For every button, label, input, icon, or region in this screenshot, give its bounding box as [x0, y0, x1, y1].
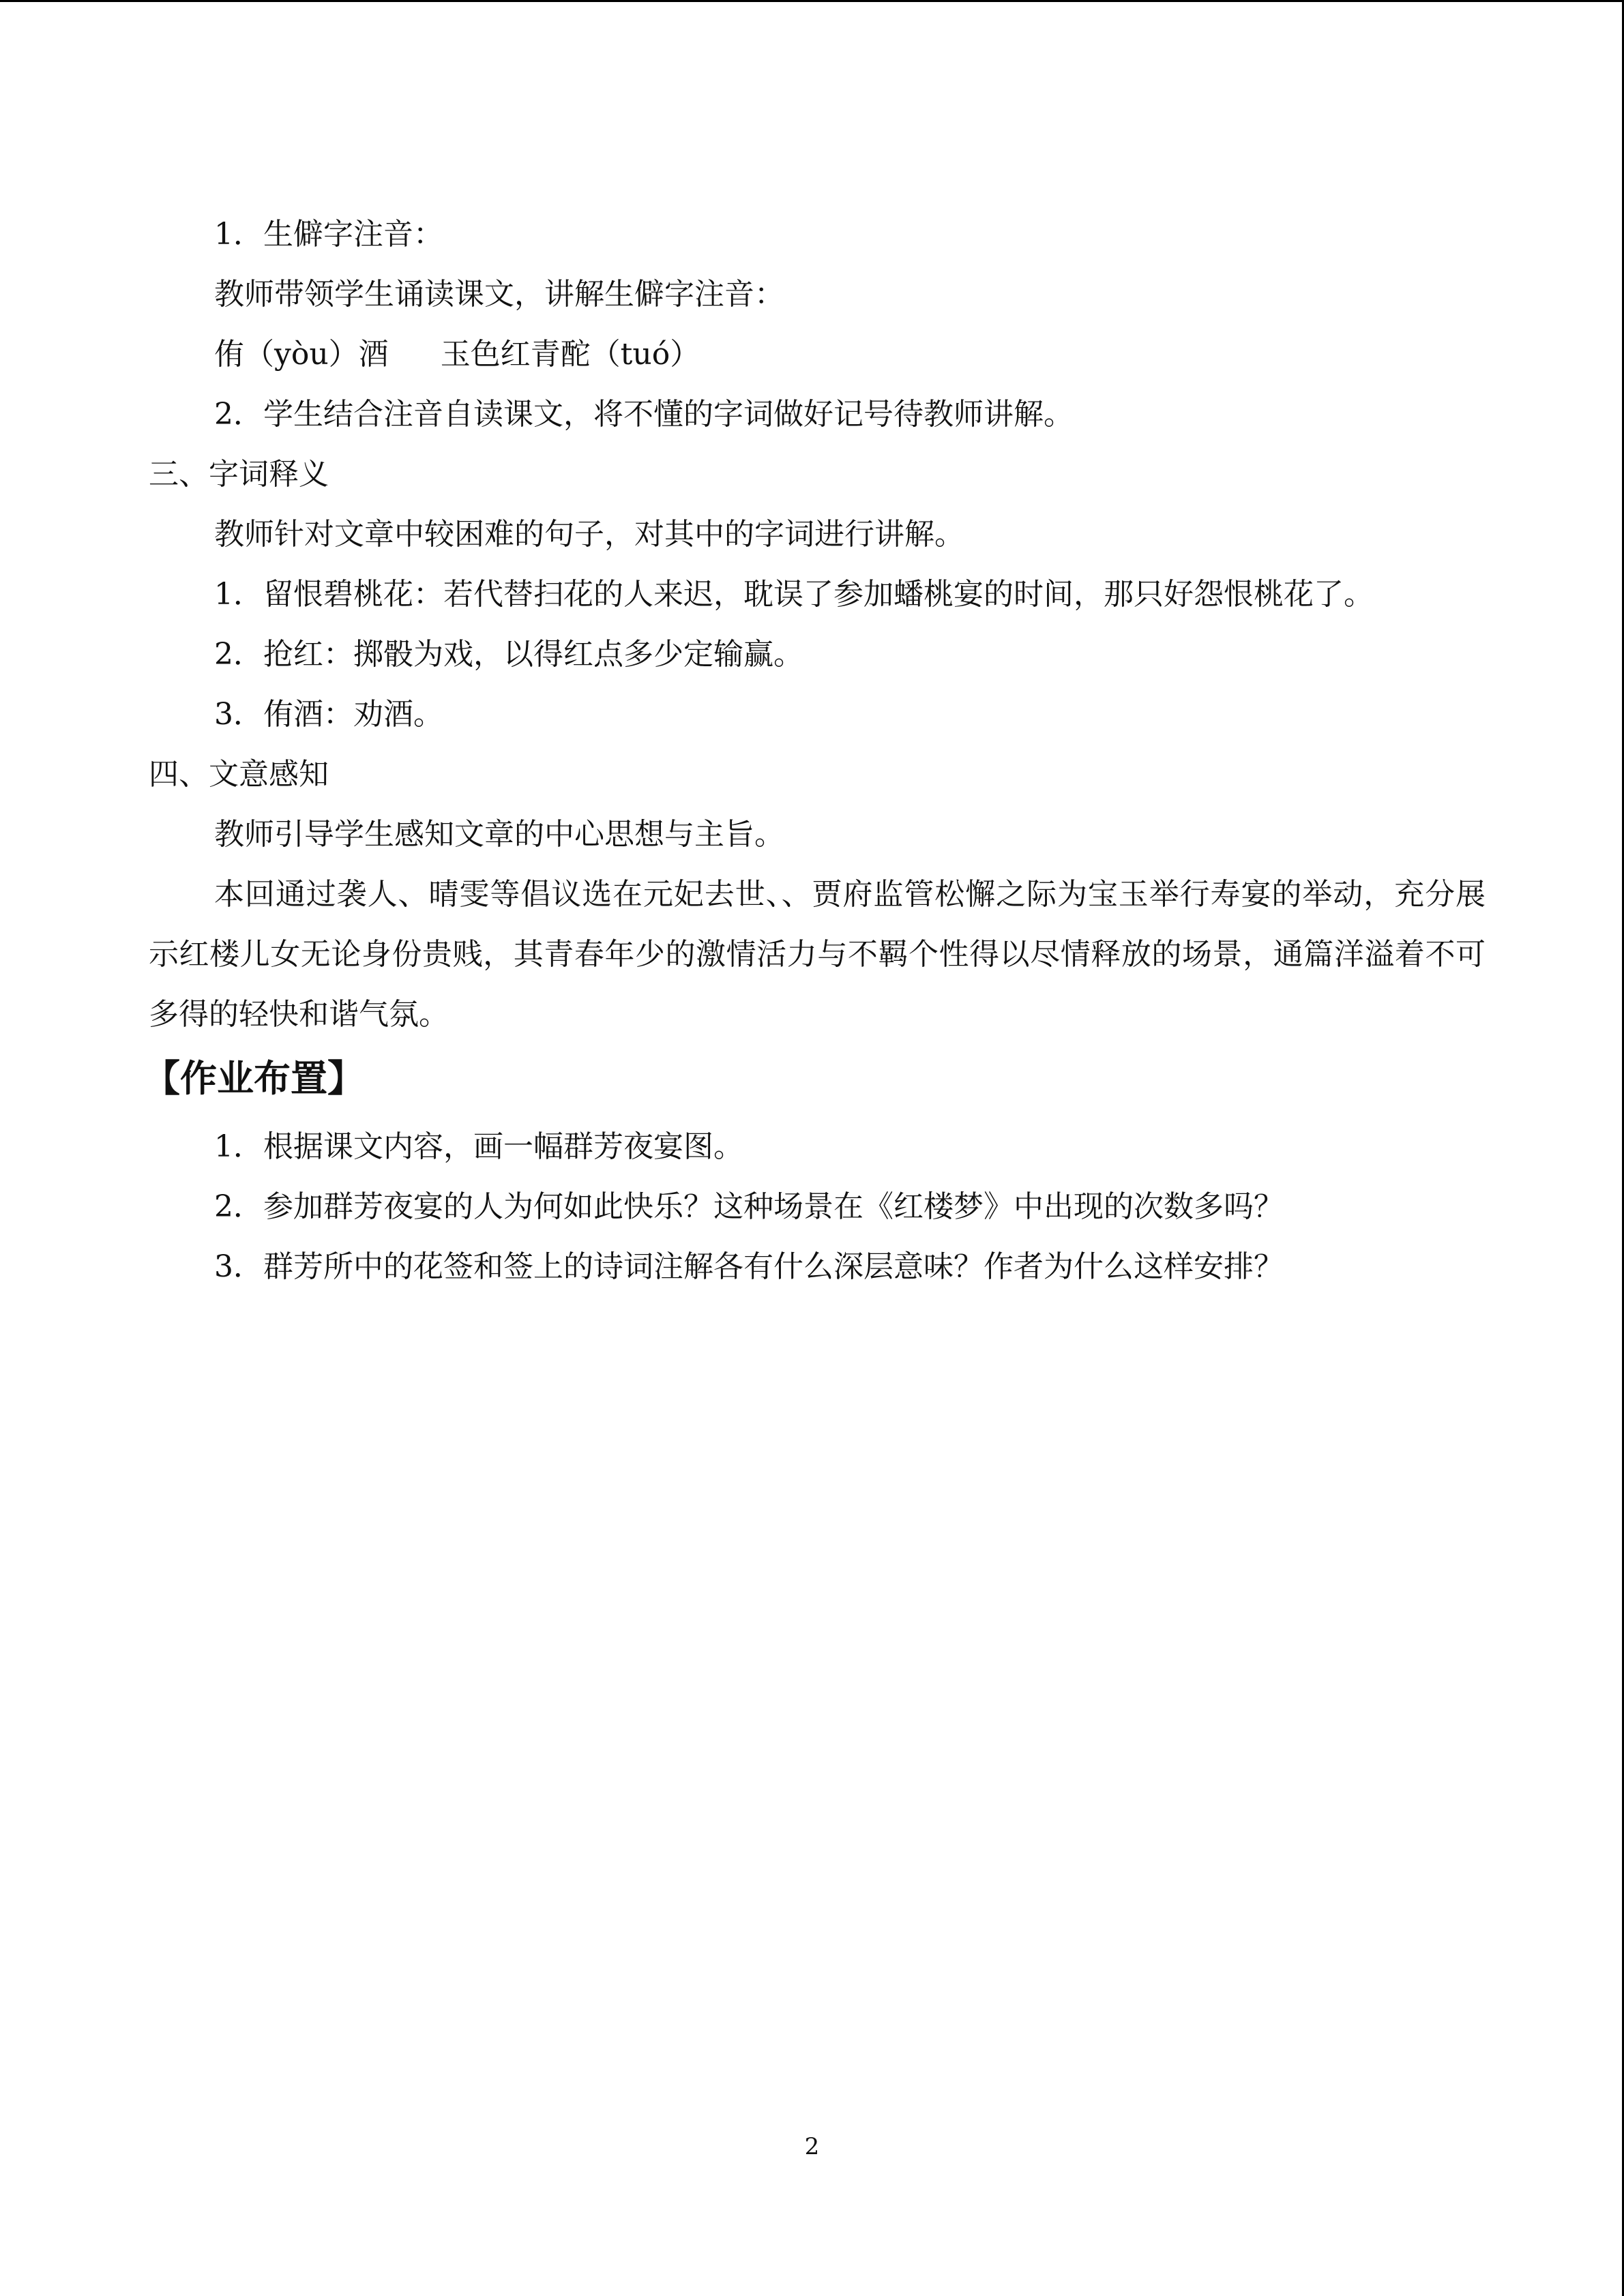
homework-heading: 【作业布置】 — [143, 1057, 364, 1100]
homework-list — [149, 1117, 1486, 1297]
theme-summary-paragraph: 本回通过袭人、晴雯等倡议选在元妃去世、、贾府监管松懈之际为宝玉举行寿宴的举动，充分展示红楼儿女无论身份贵贱，其青春年少的激情活力与不羁个性得以尽情释放的场景，通篇洋溢着不可多得的轻快和谐气氛。 — [149, 877, 1486, 1032]
pinyin-section-title: 1．生僻字注音： — [214, 217, 443, 252]
homework-item: 3．群芳所中的花签和签上的诗词注解各有什么深层意味？作者为什么这样安排？ — [214, 1249, 1284, 1284]
vocab-item: 2．抢红：掷骰为戏，以得红点多少定输赢。 — [214, 637, 803, 672]
document-body — [143, 205, 1486, 1297]
pinyin-examples — [149, 325, 1486, 385]
homework-item: 1．根据课文内容，画一幅群芳夜宴图。 — [214, 1129, 743, 1164]
section-four-heading: 四、文意感知 — [149, 757, 329, 792]
pinyin-example-youjiu: 侑（yòu）酒 — [214, 337, 389, 372]
section-four-intro: 教师引导学生感知文章的中心思想与主旨。 — [214, 817, 784, 852]
page-border-top — [0, 0, 1624, 2]
homework-item: 2．参加群芳夜宴的人为何如此快乐？这种场景在《红楼梦》中出现的次数多吗？ — [214, 1189, 1284, 1224]
vocab-item: 3．侑酒：劝酒。 — [214, 697, 443, 732]
pinyin-example-tuo: 玉色红青酡（tuó） — [440, 337, 700, 372]
section-three-heading: 三、字词释义 — [149, 457, 329, 492]
pinyin-section-description: 教师带领学生诵读课文，讲解生僻字注音： — [214, 277, 784, 312]
section-three-intro: 教师针对文章中较困难的句子，对其中的字词进行讲解。 — [214, 517, 964, 552]
self-reading-instruction: 2．学生结合注音自读课文，将不懂的字词做好记号待教师讲解。 — [214, 397, 1074, 432]
vocab-item: 1．留恨碧桃花：若代替扫花的人来迟，耽误了参加蟠桃宴的时间，那只好怨恨桃花了。 — [214, 577, 1374, 612]
page-number: 2 — [804, 2133, 820, 2160]
